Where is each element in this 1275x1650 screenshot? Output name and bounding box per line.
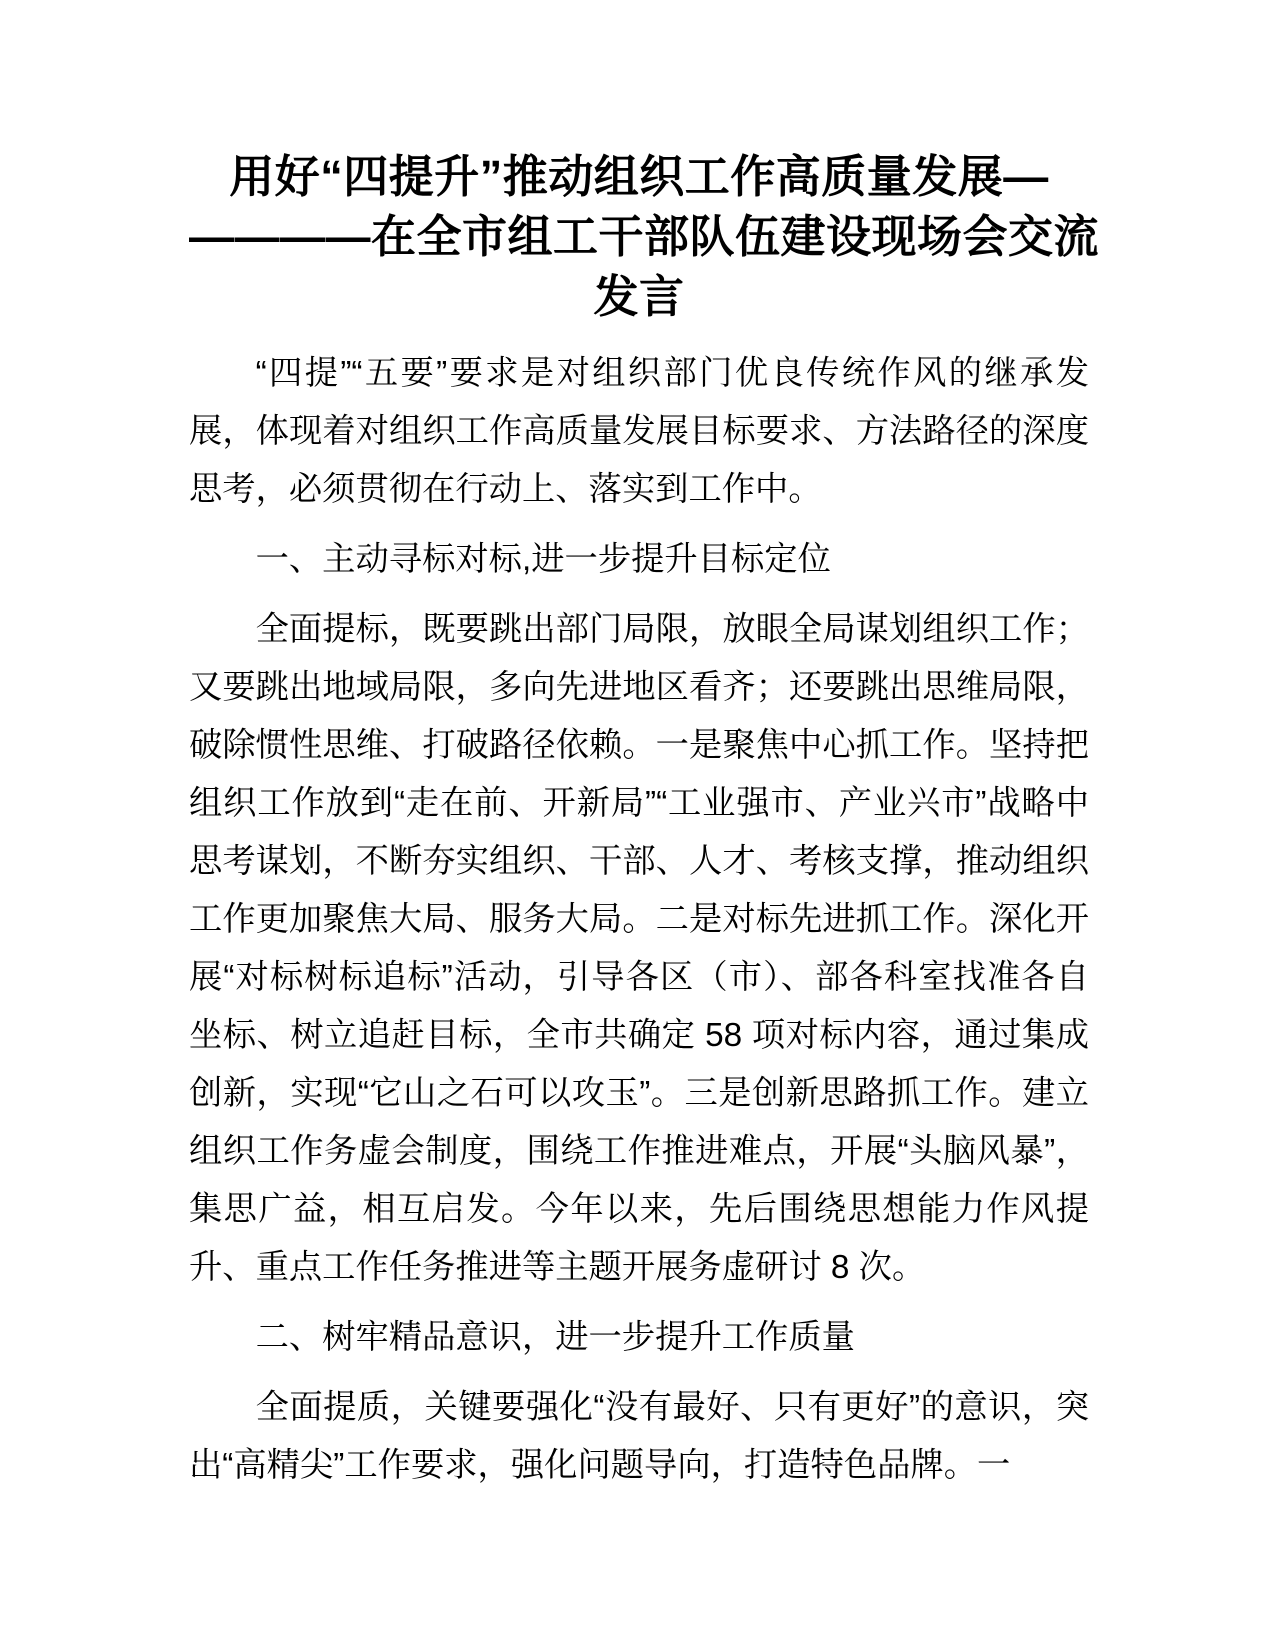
document-title xyxy=(189,147,1100,327)
paragraph-intro: “四提”“五要”要求是对组织部门优良传统作风的继承发展，体现着对组织工作高质量发展目标要求、方法路径的深度思考，必须贯彻在行动上、落实到工作中。 xyxy=(189,355,1089,508)
paragraph-section-2: 全面提质，关键要强化“没有最好、只有更好”的意识，突出“高精尖”工作要求，强化问题导向，打造特色品牌。一 xyxy=(189,1389,1089,1484)
section-heading-1: 一、主动寻标对标,进一步提升目标定位 xyxy=(255,541,831,578)
paragraph-section-1: 全面提标，既要跳出部门局限，放眼全局谋划组织工作；又要跳出地域局限，多向先进地区看齐；还要跳出思维局限，破除惯性思维、打破路径依赖。一是聚焦中心抓工作。坚持把组织工作放到“走在前、开新局”“工业强市、产业兴市”战略中思考谋划，不断夯实组织、干部、人才、考核支撑，推动组织工作更加聚焦大局、服务大局。二是对标先进抓工作。深化开展“对标树标追标”活动，引导各区（市）、部各科室找准各自坐标、树立追赶目标，全市共确定 58 项对标内容，通过集成创新，实现“它山之石可以攻玉”。三是创新思路抓工作。建立组织工作务虚会制度，围绕工作推进难点，开展“头脑风暴”，集思广益，相互启发。今年以来，先后围绕思想能力作风提升、重点工作任务推进等主题开展务虚研讨 8 次。 xyxy=(189,611,1089,1286)
title-line-3: 发言 xyxy=(593,271,685,322)
section-heading-2: 二、树牢精品意识，进一步提升工作质量 xyxy=(255,1319,855,1356)
title-line-2: ————在全市组工干部队伍建设现场会交流 xyxy=(189,211,1100,262)
title-line-1: 用好“四提升”推动组织工作高质量发展— xyxy=(229,151,1049,202)
